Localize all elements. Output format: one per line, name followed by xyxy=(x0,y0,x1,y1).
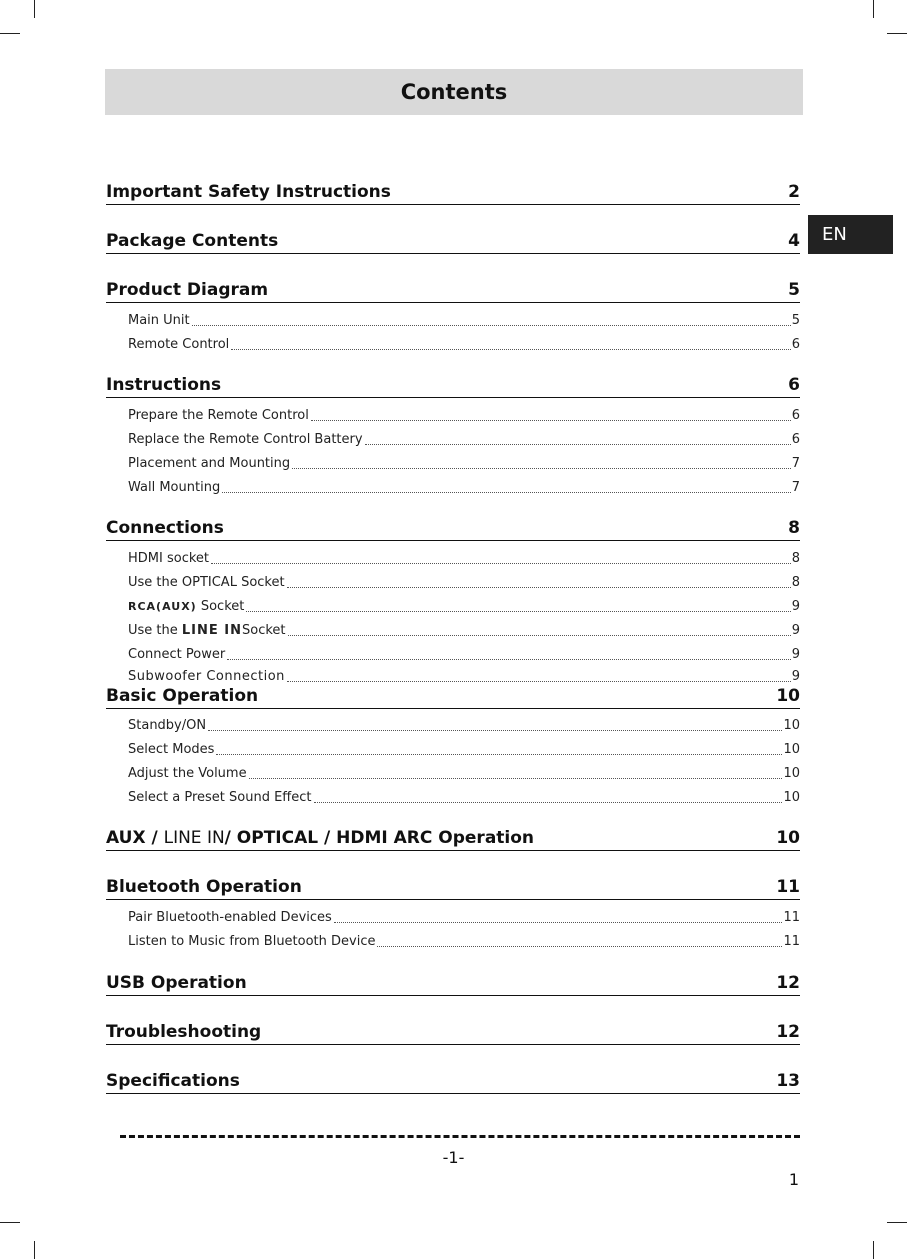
item-page: 11 xyxy=(783,934,800,949)
item-label-group xyxy=(128,599,244,615)
crop-mark-tl-h xyxy=(0,33,20,34)
item-page: 10 xyxy=(783,742,800,757)
item-label: Select a Preset Sound Effect xyxy=(128,790,312,805)
toc-section-usb[interactable] xyxy=(106,972,800,996)
item-page: 9 xyxy=(791,669,800,684)
item-label: Use the OPTICAL Socket xyxy=(128,575,285,590)
toc-section-connections[interactable] xyxy=(106,517,800,541)
item-label: Connect Power xyxy=(128,647,226,662)
toc-item[interactable] xyxy=(128,311,800,329)
toc-item[interactable] xyxy=(128,454,800,472)
leader-dots xyxy=(249,777,783,779)
section-page: 10 xyxy=(776,828,800,848)
toc-item[interactable] xyxy=(128,406,800,424)
toc-section-bluetooth[interactable] xyxy=(106,876,800,900)
item-label: Adjust the Volume xyxy=(128,766,247,781)
leader-dots xyxy=(377,945,782,947)
leader-dots xyxy=(287,680,791,682)
crop-mark-br-h xyxy=(887,1222,907,1223)
item-pre: Use the xyxy=(128,623,182,638)
item-page: 6 xyxy=(791,432,800,447)
item-page: 7 xyxy=(791,456,800,471)
toc-item[interactable] xyxy=(128,908,800,926)
item-label: Standby/ON xyxy=(128,718,207,733)
page-number: 1 xyxy=(788,1170,799,1189)
toc-section-troubleshooting[interactable] xyxy=(106,1021,800,1045)
item-page: 10 xyxy=(783,766,800,781)
section-page: 10 xyxy=(776,686,800,706)
crop-mark-br-v xyxy=(873,1241,874,1259)
toc-item[interactable] xyxy=(128,764,800,782)
item-page: 6 xyxy=(791,408,800,423)
item-page: 8 xyxy=(791,551,800,566)
section-title: Package Contents xyxy=(106,231,279,251)
section-page: 12 xyxy=(776,973,800,993)
item-label: Prepare the Remote Control xyxy=(128,408,309,423)
item-label: Select Modes xyxy=(128,742,215,757)
item-label: Socket xyxy=(200,599,245,614)
section-title: USB Operation xyxy=(106,973,247,993)
leader-dots xyxy=(246,610,790,612)
item-label: Remote Control xyxy=(128,337,230,352)
page-title: Contents xyxy=(105,69,803,115)
leader-dots xyxy=(292,467,791,469)
page-marker: -1- xyxy=(442,1148,465,1167)
item-label: Main Unit xyxy=(128,313,190,328)
leader-dots xyxy=(227,658,791,660)
item-label-group xyxy=(128,623,286,639)
item-page: 7 xyxy=(791,480,800,495)
section-title: Product Diagram xyxy=(106,280,269,300)
item-page: 9 xyxy=(791,623,800,638)
section-page: 5 xyxy=(788,280,800,300)
crop-mark-tr-v xyxy=(873,0,874,18)
item-page: 10 xyxy=(783,718,800,733)
leader-dots xyxy=(192,324,791,326)
leader-dots xyxy=(222,491,791,493)
section-title: Bluetooth Operation xyxy=(106,877,302,897)
toc-item[interactable] xyxy=(128,621,800,639)
item-prefix: RCA(AUX) xyxy=(128,600,197,613)
item-page: 10 xyxy=(783,790,800,805)
crop-mark-bl-v xyxy=(34,1241,35,1259)
toc-item[interactable] xyxy=(128,573,800,591)
leader-dots xyxy=(287,586,791,588)
leader-dots xyxy=(288,634,791,636)
section-page: 11 xyxy=(776,877,800,897)
section-page: 12 xyxy=(776,1022,800,1042)
item-page: 5 xyxy=(791,313,800,328)
toc-section-package[interactable] xyxy=(106,230,800,254)
leader-dots xyxy=(231,348,790,350)
item-label: HDMI socket xyxy=(128,551,210,566)
leader-dots xyxy=(216,753,782,755)
toc-item[interactable] xyxy=(128,716,800,734)
section-page: 4 xyxy=(788,231,800,251)
crop-mark-bl-h xyxy=(0,1222,20,1223)
section-title: Instructions xyxy=(106,375,222,395)
section-page: 13 xyxy=(776,1071,800,1091)
toc-item[interactable] xyxy=(128,335,800,353)
item-label: Socket xyxy=(242,623,286,638)
item-page: 9 xyxy=(791,599,800,614)
footer-divider xyxy=(120,1135,800,1138)
toc-section-instructions[interactable] xyxy=(106,374,800,398)
toc-section-safety[interactable] xyxy=(106,181,800,205)
leader-dots xyxy=(334,921,783,923)
item-label: Subwoofer Connection xyxy=(128,669,285,684)
item-page: 9 xyxy=(791,647,800,662)
toc-item[interactable] xyxy=(128,740,800,758)
section-title-pre: AUX / xyxy=(106,828,164,848)
section-title: Specifications xyxy=(106,1071,240,1091)
section-title: Connections xyxy=(106,518,224,538)
item-label: Placement and Mounting xyxy=(128,456,291,471)
toc-section-aux-line-in-optical-hdmi[interactable] xyxy=(106,827,800,851)
item-bold: LINE IN xyxy=(181,623,243,638)
section-page: 8 xyxy=(788,518,800,538)
leader-dots xyxy=(311,419,791,421)
language-tab: EN xyxy=(808,215,893,254)
item-page: 8 xyxy=(791,575,800,590)
crop-mark-tr-h xyxy=(887,33,907,34)
leader-dots xyxy=(211,562,791,564)
section-title-mid: LINE IN xyxy=(163,828,225,848)
toc-section-basic-operation[interactable] xyxy=(106,685,800,709)
toc-item[interactable] xyxy=(128,478,800,496)
section-page: 6 xyxy=(788,375,800,395)
item-label: Pair Bluetooth-enabled Devices xyxy=(128,910,332,925)
toc-item[interactable] xyxy=(128,549,800,567)
section-title-group xyxy=(106,827,534,849)
toc-item[interactable] xyxy=(128,430,800,448)
toc-item[interactable] xyxy=(128,788,800,806)
section-title: Important Safety Instructions xyxy=(106,182,391,202)
leader-dots xyxy=(365,443,791,445)
leader-dots xyxy=(208,729,782,731)
section-title: Basic Operation xyxy=(106,686,259,706)
leader-dots xyxy=(314,801,783,803)
section-title: / OPTICAL / HDMI ARC Operation xyxy=(224,828,535,848)
toc-item[interactable] xyxy=(128,932,800,950)
crop-mark-tl-v xyxy=(34,0,35,18)
item-label: Replace the Remote Control Battery xyxy=(128,432,363,447)
section-title: Troubleshooting xyxy=(106,1022,262,1042)
item-page: 6 xyxy=(791,337,800,352)
toc-section-specifications[interactable] xyxy=(106,1070,800,1094)
toc-item[interactable] xyxy=(128,645,800,663)
toc-item[interactable] xyxy=(128,597,800,615)
toc-section-product-diagram[interactable] xyxy=(106,279,800,303)
toc-item[interactable] xyxy=(128,667,800,685)
item-label: Listen to Music from Bluetooth Device xyxy=(128,934,376,949)
item-label: Wall Mounting xyxy=(128,480,221,495)
item-page: 11 xyxy=(783,910,800,925)
section-page: 2 xyxy=(788,182,800,202)
